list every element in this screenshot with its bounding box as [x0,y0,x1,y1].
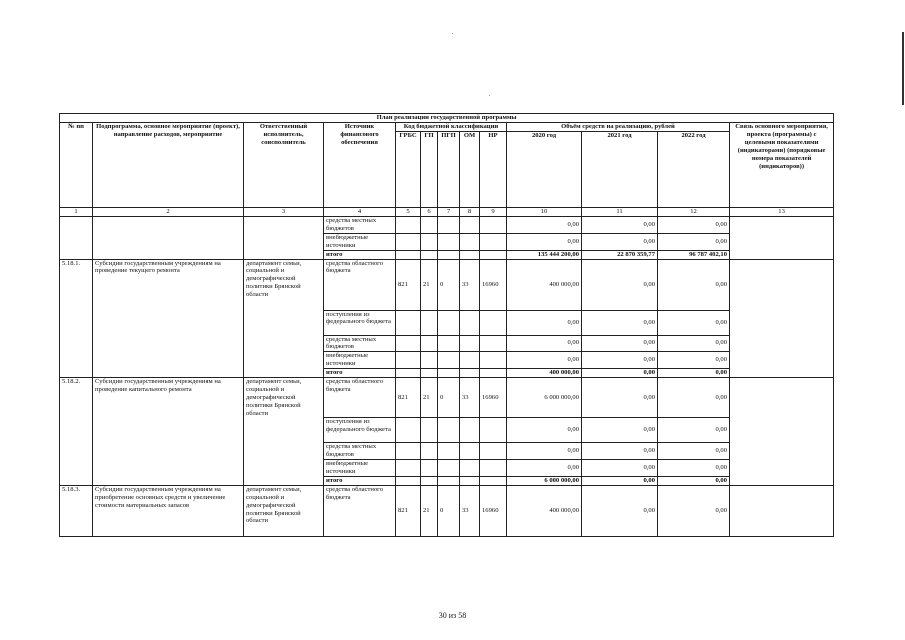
amount-2020: 135 444 200,00 [507,250,582,259]
amount-2021: 0,00 [582,369,658,378]
code-grbs [396,443,421,460]
column-number: 4 [324,207,396,216]
amount-2022: 0,00 [658,259,730,310]
code-om [460,335,480,352]
amount-2020: 400 000,00 [507,369,582,378]
header-executor: Ответственный исполнитель, соисполнитель [244,123,324,208]
code-nr [480,335,507,352]
indicator-link-cell [730,485,834,536]
amount-2021: 0,00 [582,443,658,460]
code-nr: 16960 [480,378,507,418]
header-link: Связь основного мероприятия, проекта (программы) с целевыми показателями (индикаторами) (порядковые номера показателей (индикаторов)) [730,123,834,208]
indicator-link-cell [730,378,834,486]
amount-2020: 0,00 [507,459,582,476]
amount-2020: 0,00 [507,443,582,460]
code-pgp: 0 [438,378,460,418]
code-nr [480,476,507,485]
code-pgp [438,352,460,369]
row-number-cell [60,216,93,259]
code-nr [480,443,507,460]
activity-executor: департамент семьи, социальной и демографической политики Брянской области [244,378,324,486]
header-code-gp: ГП [421,131,438,207]
code-gp [421,352,438,369]
caption-row [60,114,834,123]
amount-2022: 0,00 [658,369,730,378]
indicator-link-cell [730,259,834,378]
amount-2022: 0,00 [658,335,730,352]
code-gp [421,233,438,250]
code-gp [421,476,438,485]
column-number: 11 [582,207,658,216]
header-code-om: ОМ [460,131,480,207]
amount-2022: 0,00 [658,352,730,369]
code-grbs: 821 [396,259,421,310]
plan-sheet [59,113,833,537]
code-grbs [396,250,421,259]
header-budget-code-group: Код бюджетной классификации [396,123,507,132]
code-grbs [396,310,421,335]
code-pgp [438,216,460,233]
amount-2022: 0,00 [658,443,730,460]
table-row [60,216,834,233]
column-number: 12 [658,207,730,216]
code-pgp [438,418,460,443]
code-om [460,476,480,485]
amount-2020: 0,00 [507,418,582,443]
amount-2020: 6 000 000,00 [507,476,582,485]
amount-2020: 0,00 [507,335,582,352]
code-gp: 21 [421,485,438,536]
header-code-grbs: ГРБС [396,131,421,207]
amount-2021: 0,00 [582,352,658,369]
plan-table [59,113,834,537]
amount-2020: 0,00 [507,352,582,369]
amount-2021: 0,00 [582,459,658,476]
scan-speck [452,33,453,34]
header-subprogram: Подпрограмма, основное мероприятие (проект), направление расходов, мероприятие [93,123,244,208]
code-grbs: 821 [396,378,421,418]
code-nr [480,459,507,476]
amount-2022: 96 787 402,10 [658,250,730,259]
code-grbs [396,335,421,352]
header-row-1 [60,123,834,132]
code-gp [421,335,438,352]
code-nr [480,418,507,443]
code-gp: 21 [421,378,438,418]
funding-source: поступления из федерального бюджета [324,418,396,443]
code-gp [421,443,438,460]
header-source: Источник финансового обеспечения [324,123,396,208]
funding-source: внебюджетные источники [324,233,396,250]
code-grbs [396,233,421,250]
code-pgp [438,335,460,352]
table-row [60,259,834,310]
funding-source: поступления из федерального бюджета [324,310,396,335]
activity-name: Субсидии государственным учреждениям на проведение капитального ремонта [93,378,244,486]
amount-2020: 0,00 [507,233,582,250]
column-number: 9 [480,207,507,216]
funding-source: итого [324,250,396,259]
amount-2022: 0,00 [658,418,730,443]
funding-source: итого [324,476,396,485]
code-pgp [438,310,460,335]
amount-2021: 0,00 [582,418,658,443]
code-om [460,216,480,233]
column-number: 3 [244,207,324,216]
code-gp [421,216,438,233]
page-edge-mark [902,32,904,105]
amount-2022: 0,00 [658,485,730,536]
executor-cell [244,216,324,259]
funding-source: средства местных бюджетов [324,216,396,233]
code-om [460,443,480,460]
code-grbs [396,418,421,443]
code-nr [480,352,507,369]
amount-2022: 0,00 [658,310,730,335]
code-nr [480,216,507,233]
amount-2020: 0,00 [507,310,582,335]
header-num: № пп [60,123,93,208]
code-om: 33 [460,485,480,536]
funding-source: средства местных бюджетов [324,443,396,460]
code-om [460,233,480,250]
amount-2020: 6 000 000,00 [507,378,582,418]
header-year-2021: 2021 год [582,131,658,207]
amount-2022: 0,00 [658,459,730,476]
funding-source: средства областного бюджета [324,378,396,418]
amount-2020: 400 000,00 [507,485,582,536]
page-number: 30 из 58 [438,611,467,620]
column-number: 6 [421,207,438,216]
code-om [460,459,480,476]
column-number: 13 [730,207,834,216]
column-number: 8 [460,207,480,216]
column-number: 2 [93,207,244,216]
activity-number: 5.18.3. [60,485,93,536]
activity-number: 5.18.1. [60,259,93,378]
header-year-2020: 2020 год [507,131,582,207]
amount-2021: 0,00 [582,233,658,250]
header-code-pgp: ПГП [438,131,460,207]
code-nr [480,369,507,378]
amount-2022: 0,00 [658,378,730,418]
activity-name-cell [93,216,244,259]
code-om [460,369,480,378]
activity-name: Субсидии государственным учреждениям на проведение текущего ремонта [93,259,244,378]
code-gp [421,250,438,259]
code-gp [421,310,438,335]
funding-source: итого [324,369,396,378]
code-grbs [396,216,421,233]
activity-name: Субсидии государственным учреждениям на приобретение основных средств и увеличение стоимости материальных запасов [93,485,244,536]
code-gp [421,459,438,476]
amount-2021: 0,00 [582,476,658,485]
code-nr [480,310,507,335]
code-pgp [438,459,460,476]
code-om [460,310,480,335]
activity-executor: департамент семьи, социальной и демографической политики Брянской области [244,259,324,378]
code-om [460,418,480,443]
code-gp: 21 [421,259,438,310]
funding-source: средства областного бюджета [324,259,396,310]
amount-2021: 0,00 [582,335,658,352]
column-number: 7 [438,207,460,216]
amount-2021: 0,00 [582,485,658,536]
code-pgp [438,233,460,250]
header-year-2022: 2022 год [658,131,730,207]
code-om: 33 [460,378,480,418]
amount-2021: 22 870 359,77 [582,250,658,259]
code-om [460,250,480,259]
amount-2021: 0,00 [582,259,658,310]
code-pgp [438,476,460,485]
code-gp [421,369,438,378]
amount-2020: 400 000,00 [507,259,582,310]
code-pgp: 0 [438,485,460,536]
amount-2020: 0,00 [507,216,582,233]
amount-2021: 0,00 [582,378,658,418]
activity-number: 5.18.2. [60,378,93,486]
amount-2022: 0,00 [658,476,730,485]
amount-2021: 0,00 [582,216,658,233]
amount-2022: 0,00 [658,216,730,233]
table-row [60,485,834,536]
funding-source: средства областного бюджета [324,485,396,536]
table-row [60,378,834,418]
table-caption: План реализации государственной программы [60,114,834,123]
column-number-row [60,207,834,216]
activity-executor: департамент семьи, социальной и демографической политики Брянской области [244,485,324,536]
code-gp [421,418,438,443]
code-grbs [396,459,421,476]
column-number: 10 [507,207,582,216]
funding-source: внебюджетные источники [324,352,396,369]
column-number: 5 [396,207,421,216]
indicator-link-cell [730,216,834,259]
header-code-nr: НР [480,131,507,207]
code-pgp [438,443,460,460]
code-pgp [438,250,460,259]
code-grbs: 821 [396,485,421,536]
funding-source: средства местных бюджетов [324,335,396,352]
amount-2022: 0,00 [658,233,730,250]
scan-speck [489,95,490,96]
funding-source: внебюджетные источники [324,459,396,476]
header-volume-group: Объём средств на реализацию, рублей [507,123,730,132]
code-grbs [396,352,421,369]
code-grbs [396,476,421,485]
code-om [460,352,480,369]
code-om: 33 [460,259,480,310]
code-nr [480,250,507,259]
code-grbs [396,369,421,378]
code-pgp [438,369,460,378]
code-nr: 16960 [480,259,507,310]
column-number: 1 [60,207,93,216]
code-nr: 16960 [480,485,507,536]
code-pgp: 0 [438,259,460,310]
amount-2021: 0,00 [582,310,658,335]
code-nr [480,233,507,250]
